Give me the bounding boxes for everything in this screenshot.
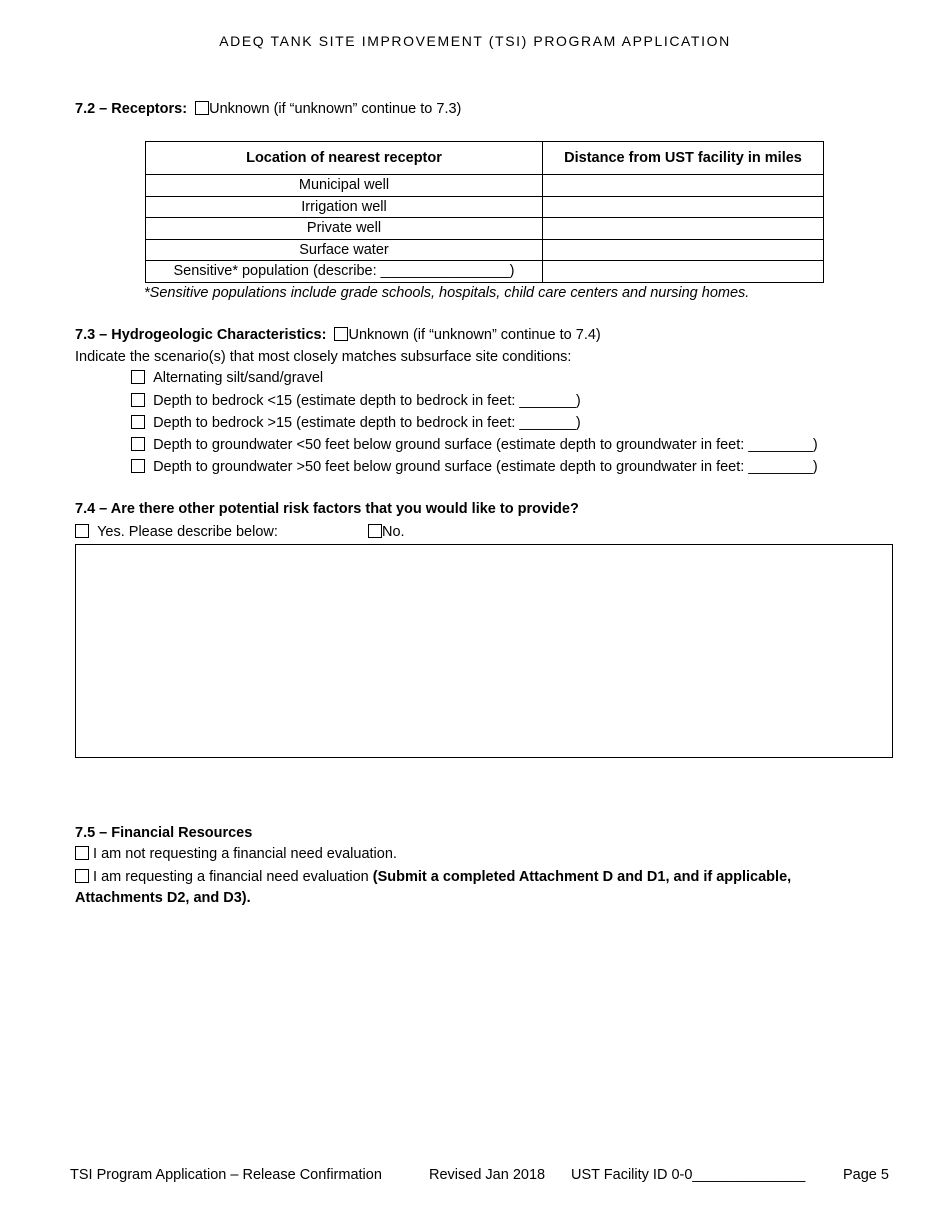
financial-option-1 xyxy=(75,846,397,862)
risk-yes-label: Yes. Please describe below: xyxy=(97,524,278,540)
hydro-option-label: Depth to groundwater <50 feet below ground surface (estimate depth to groundwater in feet: ________) xyxy=(153,437,818,453)
table-row xyxy=(146,196,824,218)
financial-requesting-instructions-cont: Attachments D2, and D3). xyxy=(75,890,251,906)
distance-input-private[interactable] xyxy=(543,218,824,240)
receptor-private-well: Private well xyxy=(146,218,543,240)
footer-page-number: Page 5 xyxy=(843,1167,889,1183)
risk-yes-option xyxy=(75,524,278,540)
column-header-location: Location of nearest receptor xyxy=(146,142,543,175)
section-7-3-heading: 7.3 – Hydrogeologic Characteristics: xyxy=(75,327,327,343)
distance-input-surface[interactable] xyxy=(543,239,824,261)
distance-input-sensitive[interactable] xyxy=(543,261,824,283)
risk-description-textarea[interactable] xyxy=(75,544,893,758)
financial-option-2 xyxy=(75,869,791,885)
distance-input-irrigation[interactable] xyxy=(543,196,824,218)
receptor-sensitive-population: Sensitive* population (describe: ________________) xyxy=(146,261,543,283)
receptor-irrigation-well: Irrigation well xyxy=(146,196,543,218)
section-7-2-line xyxy=(75,101,461,117)
receptors-unknown-label: Unknown (if “unknown” continue to 7.3) xyxy=(209,101,462,117)
hydro-option-checkbox[interactable] xyxy=(131,393,145,407)
footer-facility-id: UST Facility ID 0-0______________ xyxy=(571,1167,806,1183)
table-row xyxy=(146,239,824,261)
sensitive-footnote: *Sensitive populations include grade schools, hospitals, child care centers and nursing homes. xyxy=(144,285,750,301)
column-header-distance: Distance from UST facility in miles xyxy=(543,142,824,175)
financial-not-requesting-checkbox[interactable] xyxy=(75,846,89,860)
hydro-option-checkbox[interactable] xyxy=(131,459,145,473)
hydro-unknown-checkbox[interactable] xyxy=(334,327,348,341)
hydro-option-label: Depth to bedrock >15 (estimate depth to bedrock in feet: _______) xyxy=(153,415,581,431)
receptors-table xyxy=(145,141,824,283)
risk-yes-checkbox[interactable] xyxy=(75,524,89,538)
hydro-option-checkbox[interactable] xyxy=(131,415,145,429)
page-header: ADEQ TANK SITE IMPROVEMENT (TSI) PROGRAM APPLICATION xyxy=(219,33,731,49)
financial-requesting-instructions: (Submit a completed Attachment D and D1, and if applicable, xyxy=(372,869,792,885)
section-7-4-heading: 7.4 – Are there other potential risk factors that you would like to provide? xyxy=(75,501,579,517)
section-7-2-heading: 7.2 – Receptors: xyxy=(75,101,188,117)
footer-doc-title: TSI Program Application – Release Confirmation xyxy=(70,1167,382,1183)
receptor-surface-water: Surface water xyxy=(146,239,543,261)
hydro-option-label: Depth to bedrock <15 (estimate depth to bedrock in feet: _______) xyxy=(153,393,581,409)
hydro-option xyxy=(131,415,581,431)
hydro-option-label: Alternating silt/sand/gravel xyxy=(153,370,324,386)
financial-not-requesting-label: I am not requesting a financial need evaluation. xyxy=(93,846,397,862)
hydro-option xyxy=(131,370,323,386)
table-row xyxy=(146,175,824,197)
hydro-option-checkbox[interactable] xyxy=(131,437,145,451)
section-7-5-heading: 7.5 – Financial Resources xyxy=(75,825,253,841)
hydro-option xyxy=(131,393,581,409)
hydro-option xyxy=(131,459,818,475)
section-7-3-line xyxy=(75,327,601,343)
risk-no-label: No. xyxy=(382,524,405,540)
table-header-row xyxy=(146,142,824,175)
receptor-municipal-well: Municipal well xyxy=(146,175,543,197)
hydro-unknown-label: Unknown (if “unknown” continue to 7.4) xyxy=(348,327,601,343)
hydro-option xyxy=(131,437,818,453)
risk-no-checkbox[interactable] xyxy=(368,524,382,538)
hydro-option-checkbox[interactable] xyxy=(131,370,145,384)
receptors-unknown-checkbox[interactable] xyxy=(195,101,209,115)
distance-input-municipal[interactable] xyxy=(543,175,824,197)
footer-revised: Revised Jan 2018 xyxy=(429,1167,546,1183)
financial-requesting-checkbox[interactable] xyxy=(75,869,89,883)
hydro-option-label: Depth to groundwater >50 feet below ground surface (estimate depth to groundwater in feet: ________) xyxy=(153,459,818,475)
hydro-intro: Indicate the scenario(s) that most closely matches subsurface site conditions: xyxy=(75,349,572,365)
table-row xyxy=(146,261,824,283)
table-row xyxy=(146,218,824,240)
risk-no-option xyxy=(368,524,405,540)
financial-requesting-label: I am requesting a financial need evaluation xyxy=(93,869,373,885)
